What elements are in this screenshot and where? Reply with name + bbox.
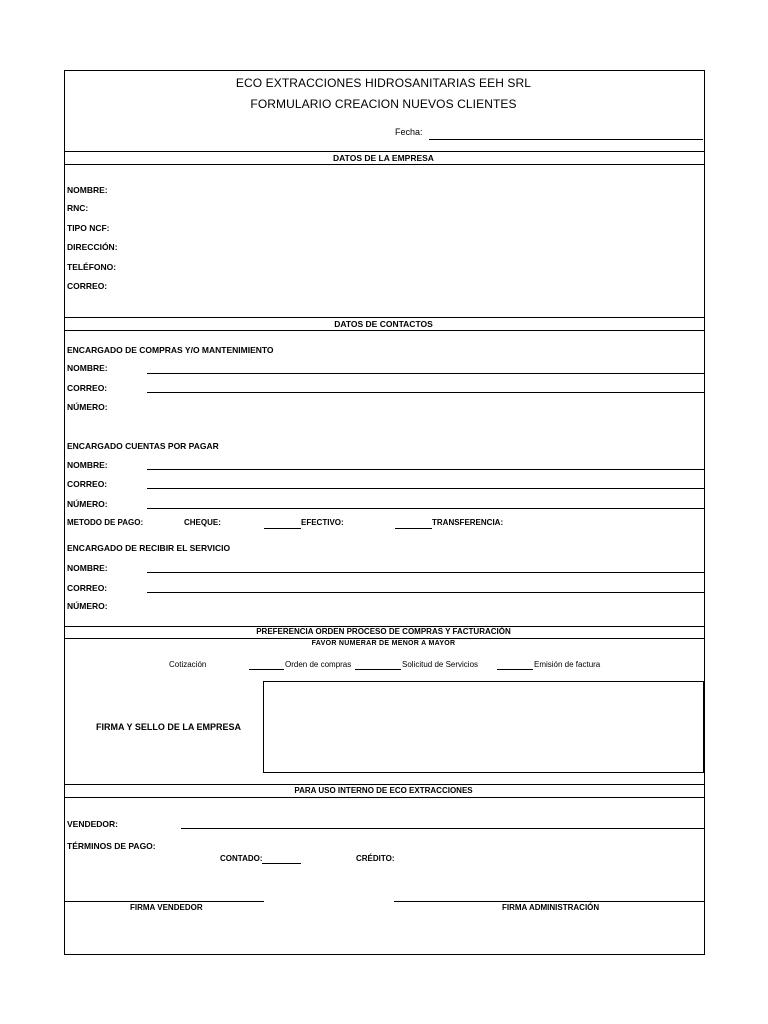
section-title-empresa: DATOS DE LA EMPRESA (333, 153, 434, 163)
empresa-correo-label: CORREO: (67, 281, 108, 291)
empresa-rnc-label: RNC: (67, 203, 89, 213)
servicio-title: ENCARGADO DE RECIBIR EL SERVICIO (67, 543, 231, 553)
empresa-tipo-ncf-label: TIPO NCF: (67, 223, 110, 233)
fecha-label: Fecha: (395, 127, 423, 137)
efectivo-label: EFECTIVO: (301, 518, 344, 527)
servicio-correo-line[interactable] (147, 592, 704, 593)
divider (64, 797, 704, 798)
emision-label: Emisión de factura (534, 660, 601, 669)
section-title-interno: PARA USO INTERNO DE ECO EXTRACCIONES (294, 786, 473, 795)
cuentas-nombre-line[interactable] (147, 469, 704, 470)
firma-vendedor-line[interactable] (64, 901, 264, 902)
solicitud-label: Solicitud de Servicios (402, 660, 479, 669)
compras-nombre-label: NOMBRE: (67, 363, 108, 373)
cuentas-numero-line[interactable] (147, 508, 704, 509)
fecha-line[interactable] (429, 139, 703, 140)
terminos-label: TÉRMINOS DE PAGO: (67, 841, 156, 851)
divider (64, 330, 704, 331)
divider (64, 151, 704, 152)
form-title: FORMULARIO CREACION NUEVOS CLIENTES (250, 97, 517, 111)
form-frame (64, 70, 705, 955)
cotizacion-line[interactable] (249, 669, 284, 670)
transferencia-label: TRANSFERENCIA: (432, 518, 504, 527)
compras-correo-label: CORREO: (67, 383, 108, 393)
section-title-contactos: DATOS DE CONTACTOS (334, 319, 433, 329)
efectivo-line[interactable] (395, 528, 432, 529)
compras-correo-line[interactable] (147, 392, 704, 393)
vendedor-line[interactable] (181, 828, 704, 829)
cuentas-correo-line[interactable] (147, 488, 704, 489)
solicitud-line[interactable] (497, 669, 533, 670)
orden-line[interactable] (355, 669, 401, 670)
company-name: ECO EXTRACCIONES HIDROSANITARIAS EEH SRL (235, 76, 532, 90)
cuentas-correo-label: CORREO: (67, 479, 108, 489)
section-title-preferencia: PREFERENCIA ORDEN PROCESO DE COMPRAS Y FACTURACIÓN (256, 627, 511, 636)
cuentas-numero-label: NÚMERO: (67, 499, 108, 509)
contado-label: CONTADO: (220, 854, 263, 863)
cuentas-nombre-label: NOMBRE: (67, 460, 108, 470)
metodo-pago-label: METODO DE PAGO: (67, 518, 144, 527)
servicio-nombre-label: NOMBRE: (67, 563, 108, 573)
cotizacion-label: Cotización (169, 660, 207, 669)
divider (64, 164, 704, 165)
compras-title: ENCARGADO DE COMPRAS Y/O MANTENIMIENTO (67, 345, 274, 355)
compras-numero-label: NÚMERO: (67, 402, 108, 412)
servicio-numero-label: NÚMERO: (67, 601, 108, 611)
cheque-line[interactable] (264, 528, 301, 529)
firma-admin-line[interactable] (394, 901, 704, 902)
preferencia-subtitle: FAVOR NUMERAR DE MENOR A MAYOR (311, 640, 456, 647)
servicio-nombre-line[interactable] (147, 572, 704, 573)
servicio-correo-label: CORREO: (67, 583, 108, 593)
firma-vendedor-label: FIRMA VENDEDOR (130, 903, 203, 912)
orden-label: Orden de compras (285, 660, 352, 669)
vendedor-label: VENDEDOR: (67, 819, 119, 829)
contado-line[interactable] (262, 863, 301, 864)
compras-nombre-line[interactable] (147, 373, 704, 374)
credito-label: CRÉDITO: (356, 854, 395, 863)
empresa-nombre-label: NOMBRE: (67, 185, 108, 195)
divider (64, 317, 704, 318)
firma-sello-box[interactable] (263, 681, 704, 773)
divider (64, 638, 704, 639)
divider (64, 784, 704, 785)
cuentas-title: ENCARGADO CUENTAS POR PAGAR (67, 441, 219, 451)
empresa-direccion-label: DIRECCIÓN: (67, 242, 118, 252)
cheque-label: CHEQUE: (184, 518, 221, 527)
empresa-telefono-label: TELÉFONO: (67, 262, 117, 272)
firma-sello-label: FIRMA Y SELLO DE LA EMPRESA (96, 722, 242, 732)
firma-admin-label: FIRMA ADMINISTRACIÓN (502, 903, 600, 912)
